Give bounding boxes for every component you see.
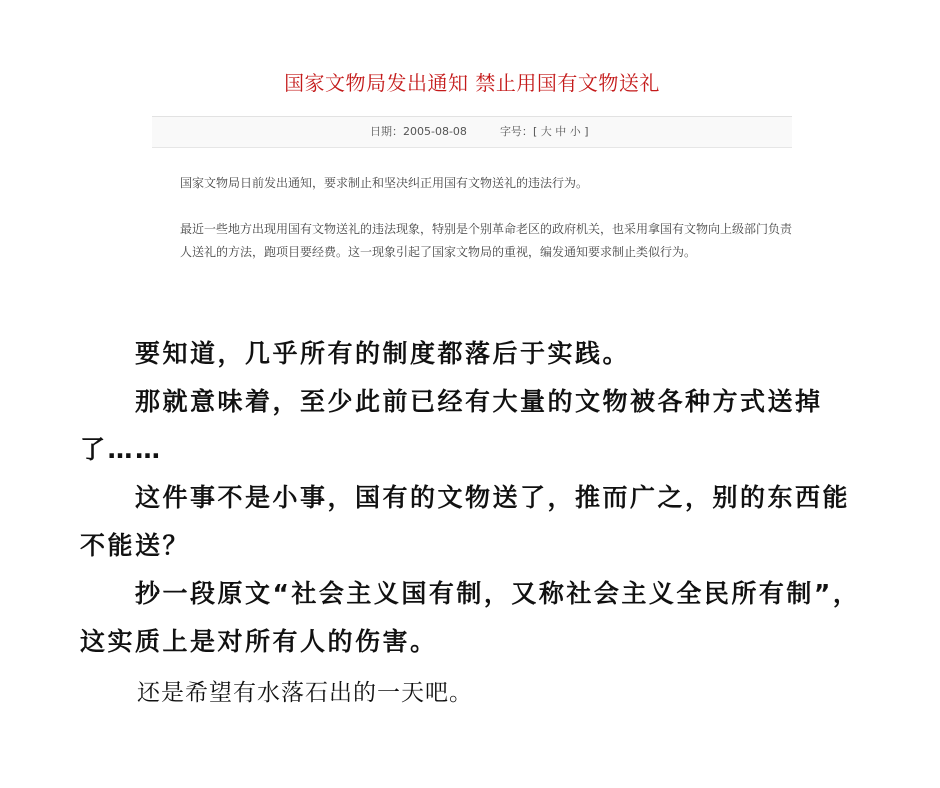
article-paragraph: 国家文物局日前发出通知，要求制止和坚决纠正用国有文物送礼的违法行为。 [180,176,589,190]
font-size-bracket-open: [ [532,125,538,138]
commentary-paragraph: 那就意味着，至少此前已经有大量的文物被各种方式送掉了…… [80,387,823,464]
article-meta [370,125,589,139]
article-title: 国家文物局发出通知 禁止用国有文物送礼 [284,71,660,95]
font-size-small-link[interactable]: 小 [569,125,581,138]
news-article-screenshot [152,60,792,300]
article-paragraph: 最近一些地方出现用国有文物送礼的违法现象，特别是个别革命老区的政府机关，也采用拿国有文物向上级部门负责人送礼的方法，跑项目要经费。这一现象引起了国家文物局的重视，编发通知要求制止类似行为。 [180,222,793,259]
article-date: 2005-08-08 [403,125,467,138]
date-label: 日期： [370,125,403,138]
font-size-bracket-close: ] [584,125,589,138]
commentary-paragraph: 抄一段原文“社会主义国有制，又称社会主义全民所有制”，这实质上是对所有人的伤害。 [80,579,861,656]
font-size-large-link[interactable]: 大 [540,125,552,138]
commentary [80,330,870,666]
font-size-label: 字号： [499,125,533,138]
commentary-paragraph: 要知道，几乎所有的制度都落后于实践。 [135,339,631,368]
commentary-paragraph: 这件事不是小事，国有的文物送了，推而广之，别的东西能不能送？ [80,483,851,560]
font-size-medium-link[interactable]: 中 [555,125,567,138]
closing-line: 还是希望有水落石出的一天吧。 [137,680,473,706]
